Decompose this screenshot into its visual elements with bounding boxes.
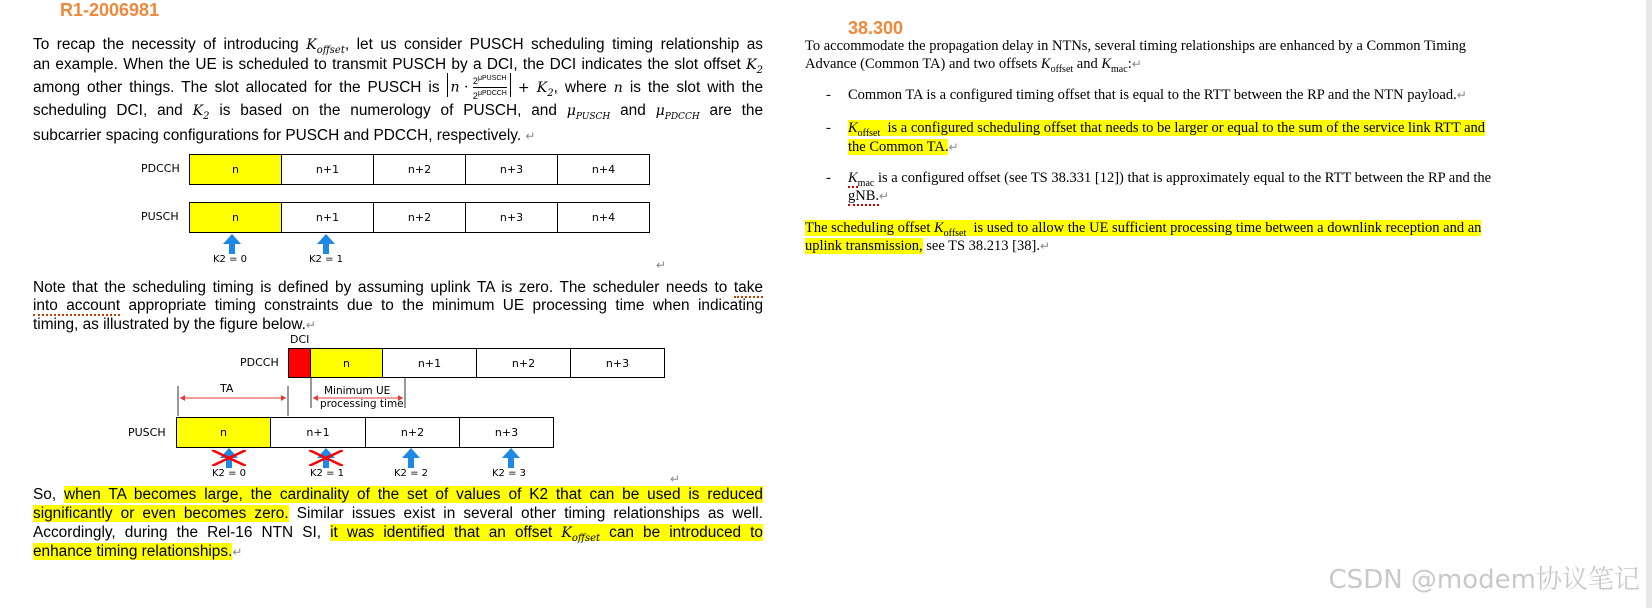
fig2-pdcch-cell: n+2 [476,348,571,378]
fig1-pdcch-cell: n+1 [281,154,374,185]
fig1-pusch-cell: n+1 [281,202,374,233]
text: and [620,102,646,119]
highlighted-text: when TA becomes large, the cardinality of the set of values of K2 that can be used is reduced [63,486,763,503]
fig1-pusch-cell: n+4 [557,202,650,233]
bullet-2-line1: $K_{offset}$ is a configured scheduling offset that needs to be larger or equal to the sum of the service link RTT and [848,120,1486,139]
highlighted-text: enhance timing relationships. [33,543,233,560]
bullet-2-line2: the Common TA.↵ [848,139,959,155]
bullet-dash: - [826,120,831,136]
return-mark: ↵ [525,129,536,143]
bullet-dash: - [826,87,831,103]
p1-line2 [33,56,763,76]
text: , where [553,79,607,97]
text: appropriate timing constraints due to the minimum UE processing time when indicating [128,297,764,314]
right-para-line1: The scheduling offset $K_{offset}$ is used to allow the UE sufficient processing time between a downlink reception and an [805,220,1482,239]
k2-label: K2 = 1 [310,468,345,479]
text: into account [33,297,121,314]
cross-icon [212,450,246,466]
intro-line2: Advance (Common TA) and two offsets $K_{offset}$ and $K_{mac}:↵$ [805,56,1142,75]
k2-label: K2 = 0 [213,254,248,265]
text: an example. When the UE is scheduled to transmit PUSCH by a DCI, the DCI indicates the slot offset [33,56,741,73]
fig2-pusch-cell: n+3 [459,417,554,448]
fig1-pusch-cell: n+3 [465,202,558,233]
fig2-pdcch-cell: n+3 [570,348,665,378]
up-arrow-icon [502,448,520,468]
text: are the [709,102,764,119]
math-n: n [613,80,623,97]
fig1-pdcch-cell: n+3 [465,154,558,185]
highlighted-text: it was identified that an offset $K_{offset}$ can be introduced to [330,524,763,544]
bullet-1: Common TA is a configured timing offset that is equal to the RTT between the RP and the NTN payload.↵ [848,87,1467,103]
doc-id-heading: R1-2006981 [60,0,160,20]
p1-line1 [33,36,763,56]
return-mark: ↵ [232,545,243,559]
k2-label: K2 = 0 [212,468,247,479]
intro-line1: To accommodate the propagation delay in NTNs, several timing relationships are enhanced by a Common Timing [805,38,1467,54]
math-mu-pusch: $\mu_{PUSCH}$ [566,103,611,122]
fig2-pusch-cell: n+2 [365,417,460,448]
text: is the slot with the [629,79,764,97]
watermark: CSDN @modem协议笔记 [1328,565,1640,595]
k-offset-symbol: K [1040,56,1051,72]
fig2-pdcch-cell: n [310,348,383,378]
text: , let us consider PUSCH scheduling timing relationship as [344,36,764,53]
text: subcarrier spacing configurations for PUSCH and PDCCH, respectively. [33,127,522,144]
math-k2: $K_2$ [746,57,763,76]
p1-line5 [33,127,763,145]
fig1-pusch-label: PUSCH [141,210,179,223]
k2-label: K2 = 2 [394,468,429,479]
text: take [733,279,763,296]
text: among other things. The slot allocated for the PUSCH is [33,79,440,97]
p1-line4 [33,102,763,122]
fig1-pdcch-cell: n+4 [557,154,650,185]
text: Accordingly, during the Rel-16 NTN SI, [33,524,322,541]
p2-line1 [33,279,763,297]
up-arrow-icon [317,234,335,254]
vertical-scrollbar[interactable] [1646,0,1652,608]
min-ue-label: Minimum UE [324,385,391,397]
fig2-pusch-cell: n+1 [270,417,366,448]
spec-id-heading: 38.300 [848,18,904,38]
fig2-pdcch-label: PDCCH [240,356,279,369]
text: To recap the necessity of introducing [33,36,299,53]
fig1-pdcch-cell: n [189,154,282,185]
fig1-pdcch-cell: n+2 [373,154,466,185]
p3-line2 [33,505,763,523]
p3-line3 [33,524,763,544]
return-mark: ↵ [670,472,681,486]
bullet-3-line2: gNB.↵ [848,188,890,204]
text: So, [33,486,57,503]
dci-label: DCI [290,333,310,346]
cross-icon [309,450,343,466]
text: is based on the numerology of PUSCH, and [219,102,557,119]
highlighted-text: significantly or even becomes zero. [33,505,289,522]
fig2-pdcch-cell: n+1 [382,348,477,378]
up-arrow-icon [402,448,420,468]
p2-line2 [33,297,763,315]
right-para-line2: uplink transmission, see TS 38.213 [38].↵ [805,238,1051,254]
text: timing, as illustrated by the figure below. [33,316,306,333]
dci-block [288,348,311,378]
k2-label: K2 = 1 [309,254,344,265]
bullet-dash: - [826,170,831,186]
up-arrow-icon [223,234,241,254]
math-floor-expr: n · $2^{\mu PUSCH}$ $2^{\mu PDCCH}$ [447,73,511,97]
return-mark: ↵ [305,318,316,332]
fig2-pusch-cell: n [176,417,271,448]
text: Similar issues exist in several other timing relationships as well. [296,505,763,522]
k-mac-symbol: K [1101,56,1112,72]
fig1-pusch-cell: n+2 [373,202,466,233]
math-k2: $K_2$ [192,103,210,122]
bullet-3-line1: $K_{mac}$ is a configured offset (see TS 38.331 [12]) that is approximately equal to the RTT between the RP and the [848,170,1492,189]
text: Note that the scheduling timing is defined by assuming uplink TA is zero. The scheduler needs to [33,279,728,296]
p3-line4 [33,543,763,561]
return-mark: ↵ [656,258,667,272]
processing-time-label: processing time [320,398,404,410]
p3-line1 [33,486,763,504]
k2-label: K2 = 3 [492,468,527,479]
fig1-pdcch-label: PDCCH [141,162,180,175]
p2-line3 [33,316,763,334]
math-k-offset: $K_{offset}$ [306,37,345,56]
fig1-pusch-cell: n [189,202,282,233]
fig2-pusch-label: PUSCH [128,426,166,439]
math-plus-k2: + $K_2$ [517,80,554,99]
p1-line3 [33,76,763,100]
ta-label: TA [220,382,234,395]
math-mu-pdcch: $\mu_{PDCCH}$ [655,103,700,122]
text: scheduling DCI, and [33,102,183,119]
